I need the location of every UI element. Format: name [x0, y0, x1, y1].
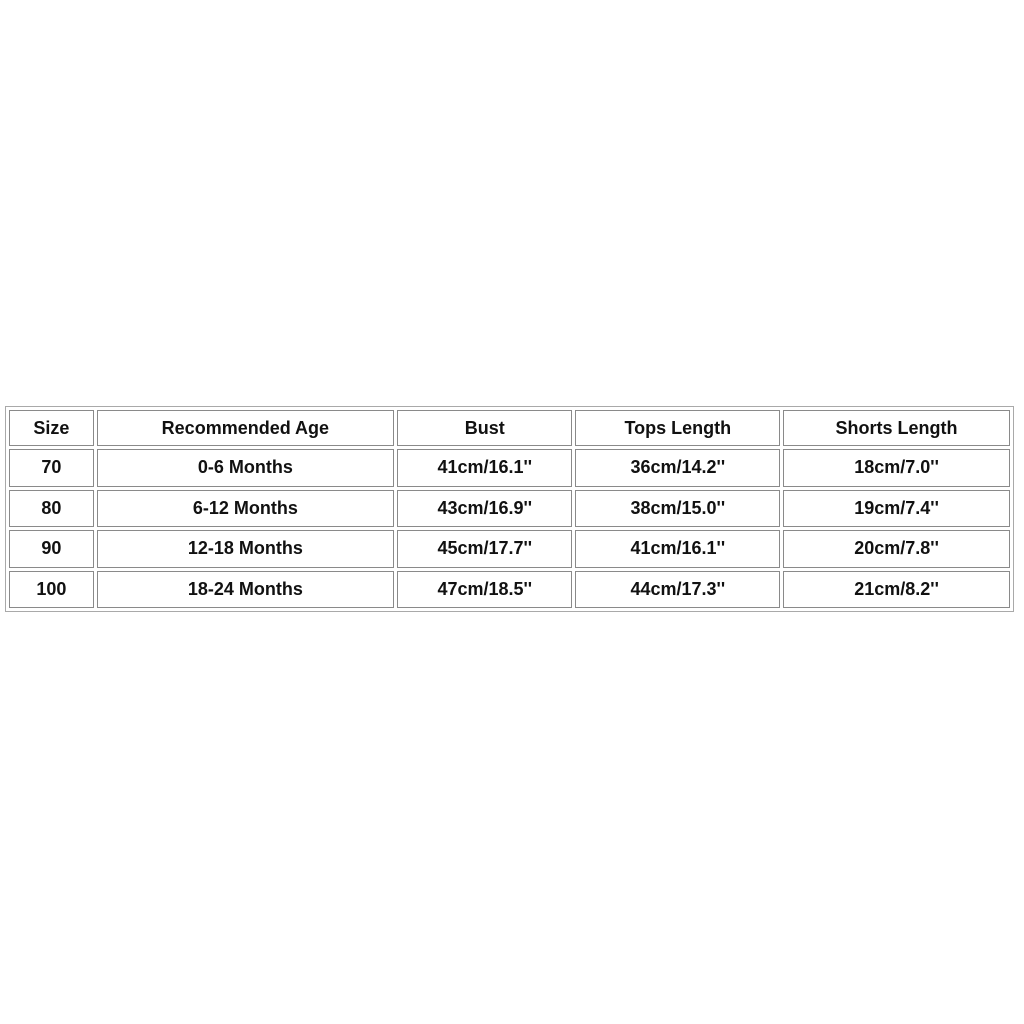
cell-shorts-length: 19cm/7.4'' [783, 490, 1010, 528]
header-bust: Bust [397, 410, 572, 446]
header-tops-length: Tops Length [575, 410, 780, 446]
cell-tops-length: 44cm/17.3'' [575, 571, 780, 609]
cell-tops-length: 41cm/16.1'' [575, 530, 780, 568]
cell-size: 100 [9, 571, 94, 609]
table-header-row [9, 410, 1010, 446]
cell-size: 80 [9, 490, 94, 528]
cell-bust: 43cm/16.9'' [397, 490, 572, 528]
header-shorts-length: Shorts Length [783, 410, 1010, 446]
cell-tops-length: 38cm/15.0'' [575, 490, 780, 528]
cell-recommended-age: 12-18 Months [97, 530, 394, 568]
cell-shorts-length: 18cm/7.0'' [783, 449, 1010, 487]
cell-bust: 41cm/16.1'' [397, 449, 572, 487]
cell-shorts-length: 21cm/8.2'' [783, 571, 1010, 609]
table-row [9, 530, 1010, 568]
table-row [9, 490, 1010, 528]
cell-bust: 47cm/18.5'' [397, 571, 572, 609]
table-row [9, 449, 1010, 487]
cell-recommended-age: 0-6 Months [97, 449, 394, 487]
size-chart-table [5, 406, 1014, 612]
cell-recommended-age: 6-12 Months [97, 490, 394, 528]
cell-tops-length: 36cm/14.2'' [575, 449, 780, 487]
cell-shorts-length: 20cm/7.8'' [783, 530, 1010, 568]
header-recommended-age: Recommended Age [97, 410, 394, 446]
table-row [9, 571, 1010, 609]
header-size: Size [9, 410, 94, 446]
cell-size: 90 [9, 530, 94, 568]
cell-bust: 45cm/17.7'' [397, 530, 572, 568]
cell-size: 70 [9, 449, 94, 487]
cell-recommended-age: 18-24 Months [97, 571, 394, 609]
